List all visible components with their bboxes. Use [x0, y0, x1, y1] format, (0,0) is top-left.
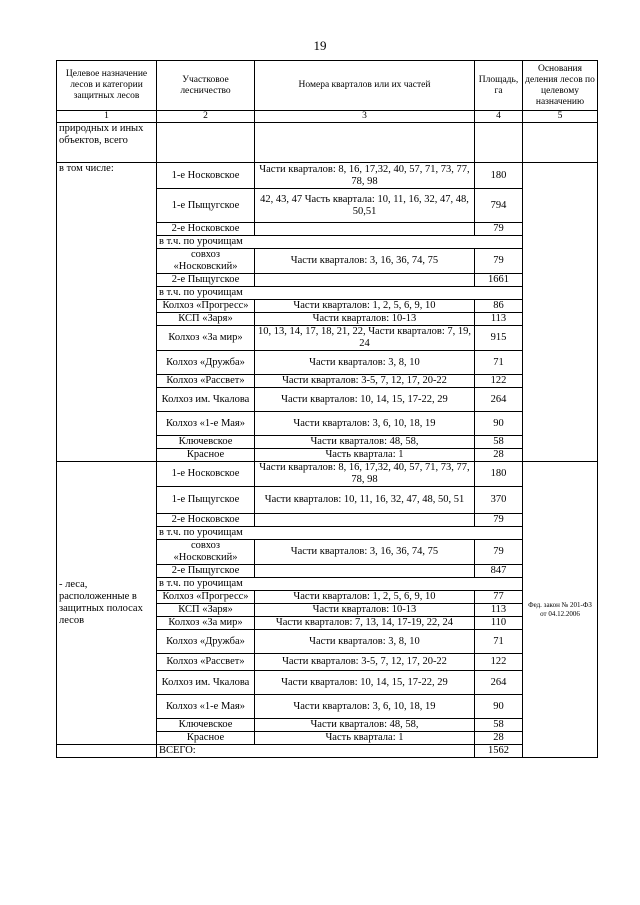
- empty-cell: [57, 745, 157, 758]
- forestry-cell: Ключевское: [157, 436, 255, 449]
- area-cell: 113: [475, 313, 523, 326]
- basis-cell: [523, 163, 598, 462]
- quarters-cell: Части кварталов: 3, 8, 10: [255, 630, 475, 654]
- quarters-cell: Части кварталов: 8, 16, 17,32, 40, 57, 71, 73, 77, 78, 98: [255, 462, 475, 487]
- quarters-cell: Части кварталов: 3, 6, 10, 18, 19: [255, 695, 475, 719]
- area-cell: 79: [475, 249, 523, 274]
- quarters-cell: [255, 274, 475, 287]
- area-cell: 794: [475, 189, 523, 223]
- area-cell: 28: [475, 732, 523, 745]
- quarters-cell: Части кварталов: 1, 2, 5, 6, 9, 10: [255, 591, 475, 604]
- forestry-cell: 1-е Носковское: [157, 462, 255, 487]
- area-cell: 71: [475, 351, 523, 375]
- quarters-cell: [255, 565, 475, 578]
- header-number: 5: [523, 111, 598, 123]
- header-number: 3: [255, 111, 475, 123]
- quarters-cell: Части кварталов: 1, 2, 5, 6, 9, 10: [255, 300, 475, 313]
- area-cell: 86: [475, 300, 523, 313]
- quarters-cell: Часть квартала: 1: [255, 449, 475, 462]
- header-cell: Площадь, га: [475, 61, 523, 111]
- total-row: [57, 745, 598, 758]
- area-cell: 58: [475, 719, 523, 732]
- area-cell: 180: [475, 163, 523, 189]
- table-row: [57, 462, 598, 487]
- area-cell: 79: [475, 514, 523, 527]
- header-row: [57, 61, 598, 111]
- header-number-row: [57, 111, 598, 123]
- area-cell: 79: [475, 223, 523, 236]
- quarters-cell: Часть квартала: 1: [255, 732, 475, 745]
- quarters-cell: Части кварталов: 3, 6, 10, 18, 19: [255, 412, 475, 436]
- forestry-cell: Колхоз «Прогресс»: [157, 591, 255, 604]
- total-area: 1562: [475, 745, 523, 758]
- header-cell: Участковое лесничество: [157, 61, 255, 111]
- area-cell: 1661: [475, 274, 523, 287]
- total-label: ВСЕГО:: [157, 745, 475, 758]
- header-cell: Номера кварталов или их частей: [255, 61, 475, 111]
- forest-table: [56, 60, 598, 758]
- header-number: 2: [157, 111, 255, 123]
- header-cell: Целевое назначение лесов и категории защитных лесов: [57, 61, 157, 111]
- quarters-cell: Части кварталов: 10, 14, 15, 17-22, 29: [255, 671, 475, 695]
- subgroup-label: в т.ч. по урочищам: [157, 578, 523, 591]
- area-cell: 90: [475, 412, 523, 436]
- quarters-cell: [255, 514, 475, 527]
- table-row: [57, 163, 598, 189]
- quarters-cell: Части кварталов: 8, 16, 17,32, 40, 57, 71, 73, 77, 78, 98: [255, 163, 475, 189]
- quarters-cell: Части кварталов: 3, 8, 10: [255, 351, 475, 375]
- header-number: 1: [57, 111, 157, 123]
- forestry-cell: Красное: [157, 449, 255, 462]
- quarters-cell: Части кварталов: 7, 13, 14, 17-19, 22, 24: [255, 617, 475, 630]
- quarters-cell: [255, 223, 475, 236]
- quarters-cell: Части кварталов: 3-5, 7, 12, 17, 20-22: [255, 375, 475, 388]
- area-cell: 122: [475, 654, 523, 671]
- quarters-cell: Части кварталов: 3-5, 7, 12, 17, 20-22: [255, 654, 475, 671]
- quarters-cell: Части кварталов: 10, 11, 16, 32, 47, 48, 50, 51: [255, 487, 475, 514]
- area-cell: 915: [475, 326, 523, 351]
- forestry-cell: Колхоз им. Чкалова: [157, 388, 255, 412]
- forestry-cell: 2-е Носковское: [157, 514, 255, 527]
- area-cell: 847: [475, 565, 523, 578]
- forestry-cell: 2-е Пыщугское: [157, 274, 255, 287]
- forestry-cell: Колхоз «Рассвет»: [157, 375, 255, 388]
- forestry-cell: Колхоз «Дружба»: [157, 630, 255, 654]
- subgroup-label: в т.ч. по урочищам: [157, 236, 523, 249]
- area-cell: 79: [475, 540, 523, 565]
- subgroup-label: в т.ч. по урочищам: [157, 527, 523, 540]
- quarters-cell: Части кварталов: 48, 58,: [255, 436, 475, 449]
- area-cell: 264: [475, 671, 523, 695]
- area-cell: 28: [475, 449, 523, 462]
- area-cell: 113: [475, 604, 523, 617]
- forestry-cell: КСП «Заря»: [157, 604, 255, 617]
- forestry-cell: Колхоз «За мир»: [157, 326, 255, 351]
- quarters-cell: Части кварталов: 10, 14, 15, 17-22, 29: [255, 388, 475, 412]
- area-cell: 71: [475, 630, 523, 654]
- forestry-cell: Ключевское: [157, 719, 255, 732]
- forestry-cell: Колхоз «Прогресс»: [157, 300, 255, 313]
- forestry-cell: Колхоз «Рассвет»: [157, 654, 255, 671]
- quarters-cell: Части кварталов: 3, 16, 36, 74, 75: [255, 540, 475, 565]
- basis-cell: Фед. закон № 201-ФЗ от 04.12.2006: [523, 462, 598, 758]
- area-cell: 110: [475, 617, 523, 630]
- area-cell: 180: [475, 462, 523, 487]
- forestry-cell: 1-е Пыщугское: [157, 189, 255, 223]
- area-cell: 264: [475, 388, 523, 412]
- intro-row: [57, 123, 598, 163]
- header-number: 4: [475, 111, 523, 123]
- area-cell: 90: [475, 695, 523, 719]
- forestry-cell: Колхоз «За мир»: [157, 617, 255, 630]
- forestry-cell: Колхоз «1-е Мая»: [157, 695, 255, 719]
- forestry-cell: 2-е Носковское: [157, 223, 255, 236]
- area-cell: 77: [475, 591, 523, 604]
- quarters-cell: 42, 43, 47 Часть квартала: 10, 11, 16, 32, 47, 48, 50,51: [255, 189, 475, 223]
- quarters-cell: Части кварталов: 3, 16, 36, 74, 75: [255, 249, 475, 274]
- forestry-cell: Красное: [157, 732, 255, 745]
- forestry-cell: Колхоз им. Чкалова: [157, 671, 255, 695]
- forestry-cell: 1-е Пыщугское: [157, 487, 255, 514]
- area-cell: 58: [475, 436, 523, 449]
- forestry-cell: Колхоз «Дружба»: [157, 351, 255, 375]
- forestry-cell: Колхоз «1-е Мая»: [157, 412, 255, 436]
- subgroup-label: в т.ч. по урочищам: [157, 287, 523, 300]
- forestry-cell: совхоз «Носковский»: [157, 249, 255, 274]
- quarters-cell: 10, 13, 14, 17, 18, 21, 22, Части кварталов: 7, 19, 24: [255, 326, 475, 351]
- quarters-cell: Части кварталов: 10-13: [255, 313, 475, 326]
- category-label: - леса, расположенные в защитных полосах лесов: [57, 462, 157, 745]
- header-cell: Основания деления лесов по целевому назначению: [523, 61, 598, 111]
- forestry-cell: КСП «Заря»: [157, 313, 255, 326]
- area-cell: 122: [475, 375, 523, 388]
- forestry-cell: совхоз «Носковский»: [157, 540, 255, 565]
- page-number: 19: [313, 38, 327, 53]
- area-cell: 370: [475, 487, 523, 514]
- category-label: в том числе:: [57, 163, 157, 462]
- intro-text: природных и иных объектов, всего: [57, 123, 157, 163]
- quarters-cell: Части кварталов: 48, 58,: [255, 719, 475, 732]
- forestry-cell: 2-е Пыщугское: [157, 565, 255, 578]
- quarters-cell: Части кварталов: 10-13: [255, 604, 475, 617]
- forestry-cell: 1-е Носковское: [157, 163, 255, 189]
